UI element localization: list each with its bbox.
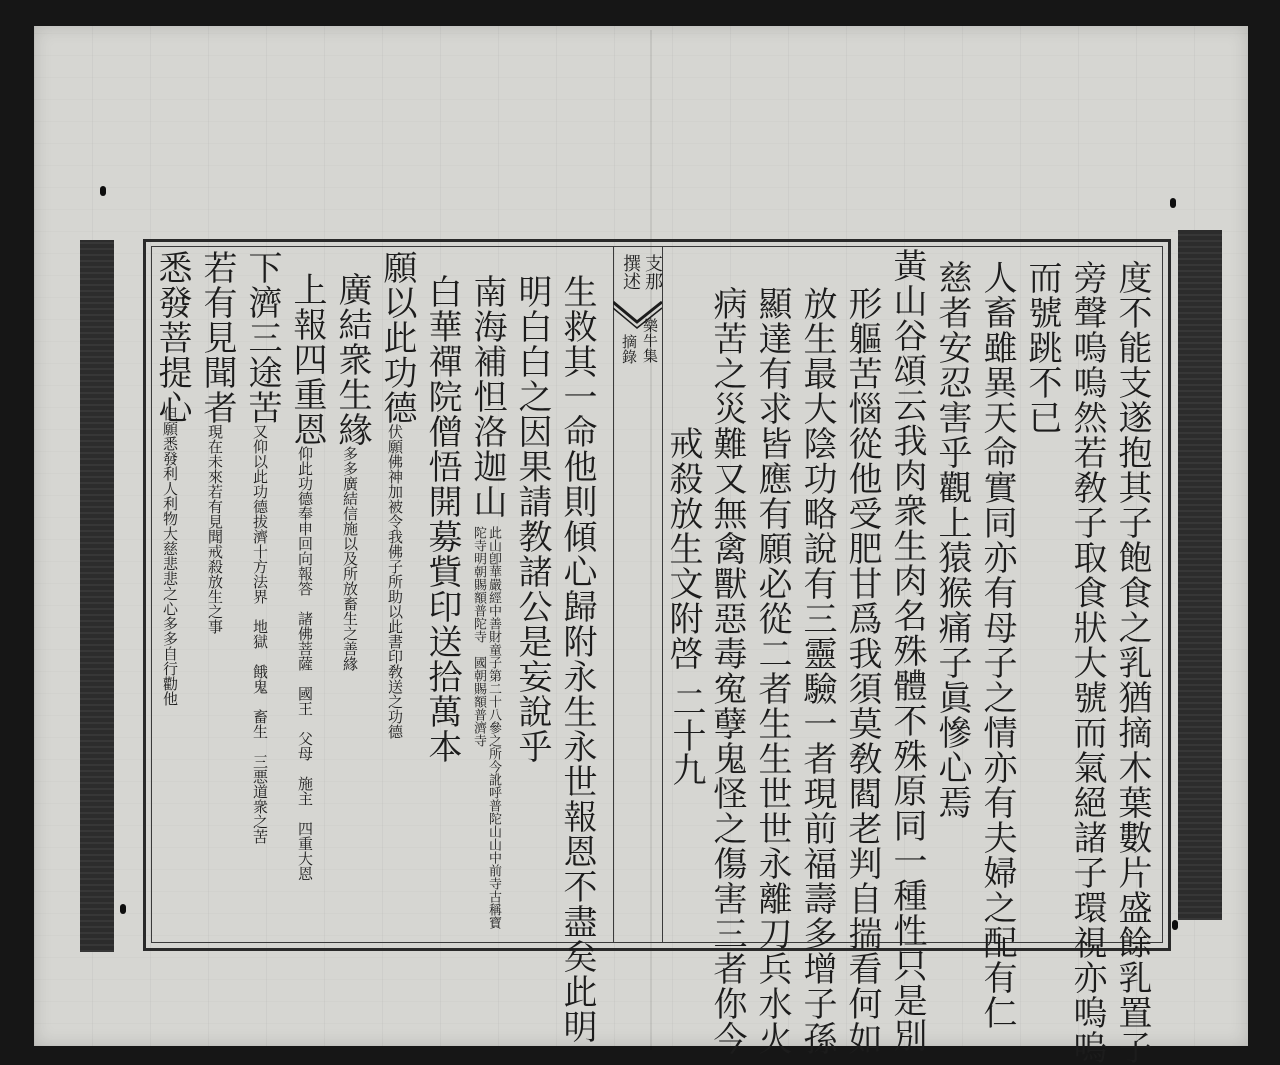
text-column: 慈者安忍害乎觀上猿猴痛子眞慘心焉 — [932, 260, 972, 820]
text-column: 白華禪院僧悟開募貲印送拾萬本 — [422, 274, 462, 764]
annotation-column: 現在未來若有見聞戒殺放生之事 — [206, 424, 224, 634]
page-number: 二十九 — [666, 684, 706, 786]
text-column: 南海補怛洛迦山 — [467, 274, 507, 519]
center-rule-right — [662, 246, 663, 943]
left-border-band — [80, 240, 114, 952]
fish-tail-mark — [613, 300, 662, 330]
annotation-column: 但願悉發利人利物大慈悲悲之心多多自行勸他 — [161, 406, 179, 706]
annotation-column: 仰此功德奉申回向報答 諸佛菩薩 國王 父母 施主 四重大恩 — [296, 446, 314, 881]
binding-hole — [1170, 198, 1176, 208]
text-column: 放生最大陰功略說有三靈驗一者現前福壽多增子孫 — [797, 286, 837, 1056]
text-column: 形軀苦惱從他受肥甘爲我須莫敎閻老判自揣看何如 — [842, 286, 882, 1056]
center-band — [613, 246, 662, 943]
annotation-column: 又仰以此功德拔濟十方法界 地獄 餓鬼 畜生 三悪道衆之苦 — [251, 424, 269, 844]
right-text-block — [660, 246, 1160, 1065]
text-column: 廣結衆生緣 — [332, 272, 372, 447]
right-border-band — [1178, 230, 1222, 920]
text-column: 悉發菩提心 — [152, 250, 192, 425]
text-column: 度不能支遂抱其子飽食之乳猶摘木葉數片盛餘乳置子 — [1112, 260, 1152, 1065]
annotation-column: 此山卽華嚴經中善財童子第二十八參之所今訛呼普陀山山中前寺古稱寶陀寺明朝賜額普陀寺 國朝賜額普濟寺 — [471, 526, 501, 929]
text-column: 黃山谷頌云我肉衆生肉名殊體不殊原同一種性只是別 — [887, 248, 927, 1053]
text-column: 下濟三途苦 — [242, 250, 282, 425]
text-column: 而號跳不已 — [1022, 260, 1062, 435]
text-column: 上報四重恩 — [287, 272, 327, 447]
left-text-block — [152, 246, 610, 1044]
section-title: 戒殺放生文附啓 — [663, 426, 703, 671]
binding-hole — [1172, 920, 1178, 930]
text-column: 顯達有求皆應有願必從二者生生世世永離刀兵水火 — [752, 286, 792, 1056]
collection-title: 樂牛集 — [641, 318, 659, 363]
binding-hole — [120, 904, 126, 914]
annotation-column: 多多廣結信施以及所放畜生之善緣 — [341, 446, 359, 671]
book-title-sub: 撰述 — [620, 254, 641, 290]
collection-sub: 摘錄 — [620, 334, 638, 364]
text-column: 若有見聞者 — [197, 250, 237, 425]
text-column: 病苦之災難又無禽獸惡毒寃孽鬼怪之傷害三者你今 — [707, 286, 747, 1056]
annotation-column: 伏願佛神加被令我佛子所助以此書印敎送之功德 — [386, 424, 404, 739]
text-column: 明白白之因果請教諸公是妄說乎 — [512, 274, 552, 764]
text-column: 人畜雖異天命實同亦有母子之情亦有夫婦之配有仁 — [977, 260, 1017, 1030]
text-column: 旁聲嗚嗚然若敎子取食狀大號而氣絕諸子環視亦嗚嗚 — [1067, 260, 1107, 1065]
binding-hole — [100, 186, 106, 196]
book-title: 支那 — [642, 254, 663, 290]
text-column: 願以此功德 — [377, 250, 417, 425]
text-column: 生救其一命他則傾心歸附永生永世報恩不盡矣此明 — [557, 274, 597, 1044]
